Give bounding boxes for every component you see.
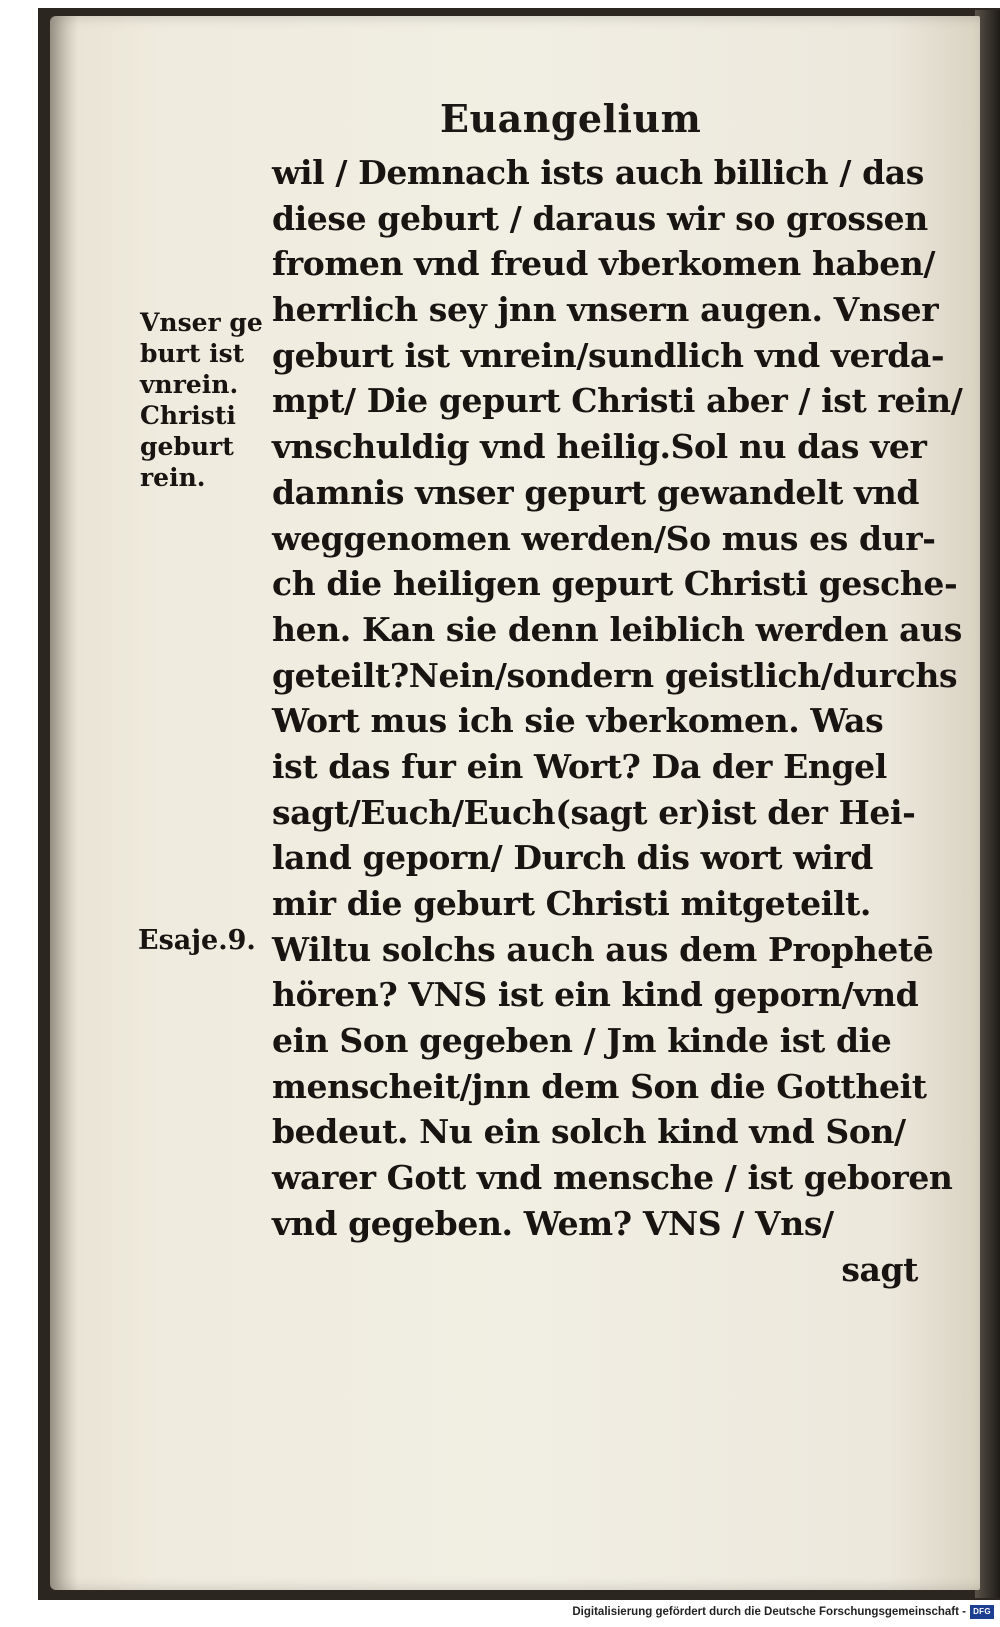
body-text [272, 150, 963, 1292]
text-line: ist das fur ein Wort? Da der Engel [272, 746, 887, 786]
gutter-shadow [50, 16, 78, 1590]
margin-note-line: Christi [140, 401, 236, 430]
text-line: Wiltu solchs auch aus dem Prophetē [272, 929, 934, 969]
text-line: mpt/ Die gepurt Christi aber / ist rein/ [272, 381, 963, 421]
text-line: menscheit/jnn dem Son die Gottheit [272, 1066, 927, 1106]
running-head: Euangelium [440, 96, 702, 141]
text-line: diese geburt / daraus wir so grossen [272, 198, 928, 238]
margin-note-line: rein. [140, 463, 206, 492]
text-line: weggenomen werden/So mus es dur- [272, 518, 936, 558]
text-line: hen. Kan sie denn leiblich werden aus [272, 609, 962, 649]
margin-note-line: geburt [140, 432, 234, 461]
text-line: bedeut. Nu ein solch kind vnd Son/ [272, 1112, 906, 1152]
text-line: damnis vnser gepurt gewandelt vnd [272, 472, 920, 512]
margin-note-line: vnrein. [140, 370, 239, 399]
margin-note-geburt [140, 307, 270, 493]
text-line: hören? VNS ist ein kind geporn/vnd [272, 975, 919, 1015]
text-line: sagt/Euch/Euch(sagt er)ist der Hei- [272, 792, 916, 832]
text-line: vnd gegeben. Wem? VNS / Vns/ [272, 1203, 834, 1243]
text-line: ein Son gegeben / Jm kinde ist die [272, 1021, 892, 1061]
catchword: sagt [841, 1249, 918, 1289]
text-line: vnschuldig vnd heilig.Sol nu das ver [272, 427, 927, 467]
text-line: warer Gott vnd mensche / ist geboren [272, 1158, 953, 1198]
text-line: geburt ist vnrein/sundlich vnd verda- [272, 335, 945, 375]
text-line: herrlich sey jnn vnsern augen. Vnser [272, 290, 939, 330]
margin-note-line: burt ist [140, 339, 245, 368]
margin-note-esaje: Esaje.9. [138, 925, 256, 956]
text-line: Wort mus ich sie vberkomen. Was [272, 701, 884, 741]
dfg-logo: DFG [970, 1605, 994, 1619]
text-line: geteilt?Nein/sondern geistlich/durchs [272, 655, 958, 695]
text-line: ch die heiligen gepurt Christi gesche- [272, 564, 958, 604]
text-line: mir die geburt Christi mitgeteilt. [272, 884, 871, 923]
text-line: land geporn/ Durch dis wort wird [272, 838, 873, 878]
text-line: wil / Demnach ists auch billich / das [272, 153, 924, 192]
funding-credit: Digitalisierung gefördert durch die Deutsche Forschungsgemeinschaft - [572, 1606, 966, 1618]
margin-note-line: Vnser ge [140, 308, 263, 337]
text-line: fromen vnd freud vberkomen haben/ [272, 244, 936, 284]
